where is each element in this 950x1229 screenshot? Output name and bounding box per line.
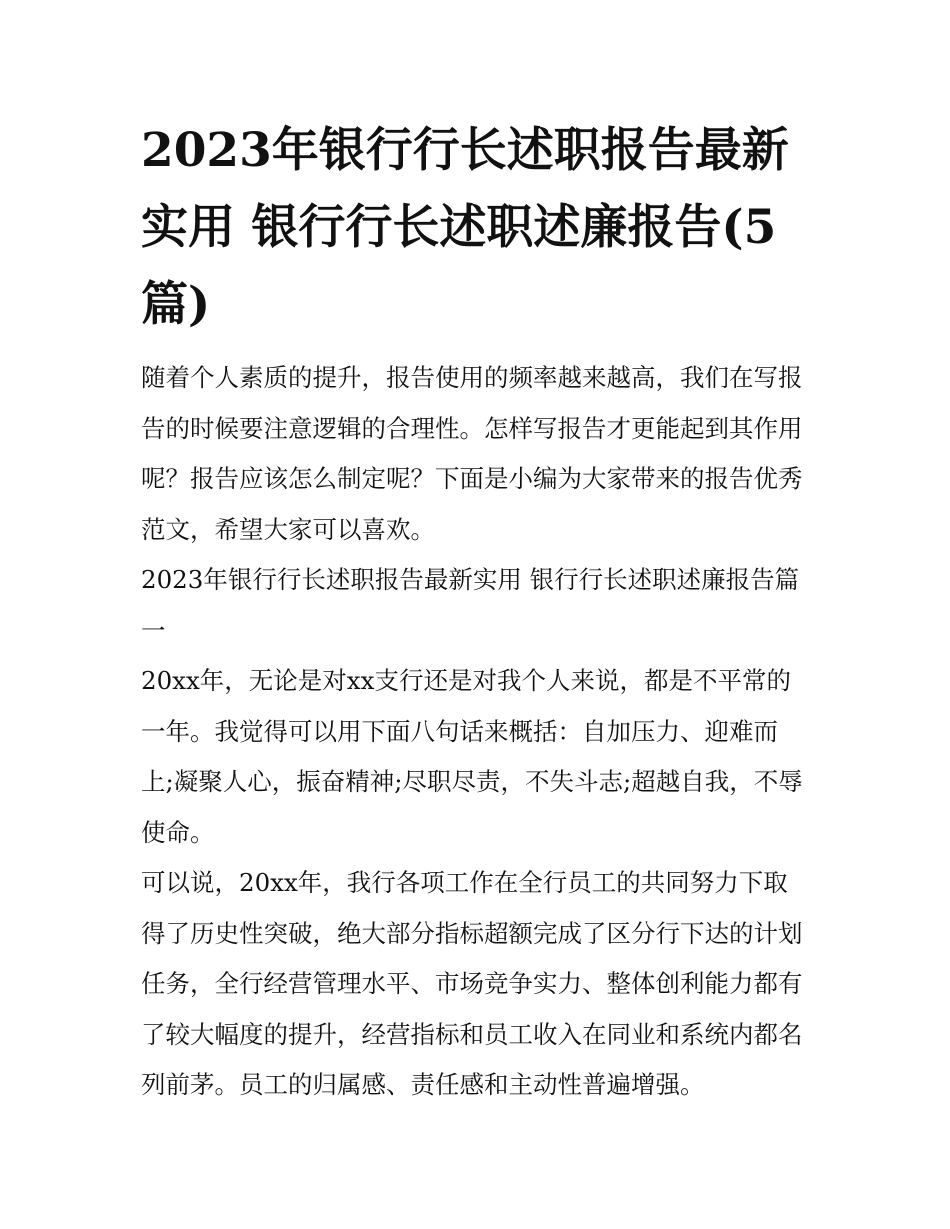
title-line: 2023年银行行长述职报告最新	[141, 123, 789, 178]
title-line: 篇)	[141, 277, 211, 332]
text-line: 使命。	[141, 817, 215, 847]
document-page	[141, 112, 813, 1111]
intro-paragraph	[141, 353, 813, 555]
text-line: 随着个人素质的提升，报告使用的频率越来越高，我们在写报	[141, 363, 803, 392]
body-paragraph	[141, 858, 813, 1111]
text-line: 一	[141, 615, 166, 645]
section-heading	[141, 555, 813, 656]
text-line: 呢？报告应该怎么制定呢？下面是小编为大家带来的报告优秀	[141, 464, 803, 493]
title-line: 实用 银行行长述职述廉报告(5	[141, 200, 777, 255]
text-line: 任务，全行经营管理水平、市场竞争实力、整体创利能力都有	[141, 969, 803, 998]
body-paragraph	[141, 656, 813, 858]
text-line: 告的时候要注意逻辑的合理性。怎样写报告才更能起到其作用	[141, 413, 803, 443]
text-line: 得了历史性突破，绝大部分指标超额完成了区分行下达的计划	[141, 918, 803, 948]
document-title	[141, 112, 813, 343]
text-line: 上;凝聚人心，振奋精神;尽职尽责，不失斗志;超越自我，不辱	[141, 767, 803, 796]
text-line: 一年。我觉得可以用下面八句话来概括：自加压力、迎难而	[141, 716, 778, 746]
document-body	[141, 353, 813, 1111]
text-line: 可以说，20xx年，我行各项工作在全行员工的共同努力下取	[141, 868, 788, 897]
text-line: 列前茅。员工的归属感、责任感和主动性普遍增强。	[141, 1070, 705, 1099]
text-line: 范文，希望大家可以喜欢。	[141, 514, 435, 544]
text-line: 了较大幅度的提升，经营指标和员工收入在同业和系统内都名	[141, 1019, 803, 1049]
text-line: 20xx年，无论是对xx支行还是对我个人来说，都是不平常的	[141, 666, 791, 695]
text-line: 2023年银行行长述职报告最新实用 银行行长述职述廉报告篇	[141, 565, 800, 594]
